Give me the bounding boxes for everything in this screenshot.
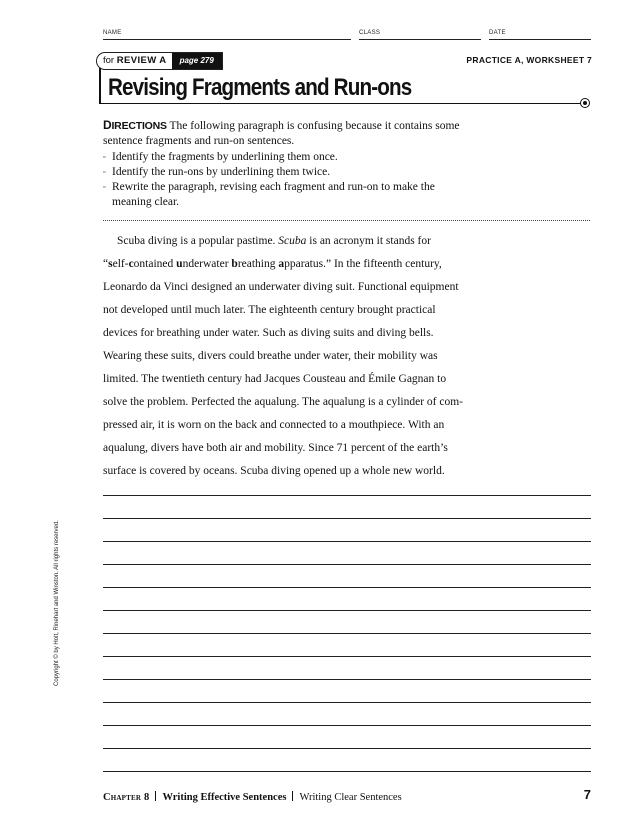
- directions-bullet: ▫ Rewrite the paragraph, revising each fragment and run-on to make the meaning clear.: [103, 181, 435, 208]
- footer-section: Writing Effective Sentences: [162, 792, 287, 803]
- footer-subsection: Writing Clear Sentences: [299, 792, 402, 803]
- date-line[interactable]: [489, 39, 591, 40]
- directions-bullet: ▫ Identify the fragments by underlining them once.: [103, 151, 338, 163]
- paragraph-line: Scuba diving is a popular pastime. Scuba is an acronym it stands for: [117, 235, 431, 247]
- writing-line[interactable]: [103, 702, 591, 703]
- review-label: for REVIEW A: [103, 55, 167, 66]
- writing-line[interactable]: [103, 725, 591, 726]
- paragraph-line: surface is covered by oceans. Scuba diving opened up a whole new world.: [103, 465, 445, 477]
- class-label: CLASS: [359, 30, 381, 36]
- page-reference: page 279: [172, 53, 222, 69]
- directions-intro-2: sentence fragments and run-on sentences.: [103, 135, 295, 147]
- directions-heading: DIRECTIONS: [103, 118, 167, 132]
- paragraph-line: “self-contained underwater breathing apparatus.” In the fifteenth century,: [103, 258, 442, 270]
- writing-line[interactable]: [103, 495, 591, 496]
- practice-label: PRACTICE A, WORKSHEET 7: [466, 55, 592, 65]
- writing-line[interactable]: [103, 679, 591, 680]
- date-label: DATE: [489, 30, 506, 36]
- writing-line[interactable]: [103, 771, 591, 772]
- class-line[interactable]: [359, 39, 481, 40]
- paragraph-line: aqualung, divers have both air and mobility. Since 71 percent of the earth’s: [103, 442, 448, 454]
- writing-line[interactable]: [103, 587, 591, 588]
- paragraph-line: devices for breathing under water. Such as diving suits and diving bells.: [103, 327, 434, 339]
- copyright-notice: Copyright © by Holt, Rinehart and Winston. All rights reserved.: [54, 520, 60, 686]
- paragraph-line: Wearing these suits, divers could breathe under water, their mobility was: [103, 350, 438, 362]
- directions-bullet: ▫ Identify the run-ons by underlining them twice.: [103, 166, 331, 178]
- bullet-icon: ▫: [103, 168, 106, 176]
- name-line[interactable]: [103, 39, 351, 40]
- writing-line[interactable]: [103, 748, 591, 749]
- footer-separator: [155, 791, 156, 801]
- footer: [103, 791, 402, 803]
- rule-end-ornament-icon: [580, 98, 590, 108]
- section-divider: [103, 220, 590, 221]
- writing-line[interactable]: [103, 633, 591, 634]
- name-label: NAME: [103, 30, 122, 36]
- bullet-icon: ▫: [103, 183, 106, 191]
- paragraph-line: not developed until much later. The eighteenth century brought practical: [103, 304, 436, 316]
- review-tab: [96, 52, 223, 70]
- writing-line[interactable]: [103, 610, 591, 611]
- writing-line[interactable]: [103, 541, 591, 542]
- paragraph-line: pressed air, it is worn on the back and connected to a mouthpiece. With an: [103, 419, 445, 431]
- paragraph-line: limited. The twentieth century had Jacques Cousteau and Émile Gagnan to: [103, 373, 447, 385]
- footer-separator: [292, 791, 293, 801]
- page-title: Revising Fragments and Run-ons: [108, 74, 412, 101]
- writing-line[interactable]: [103, 518, 591, 519]
- directions-intro-1: The following paragraph is confusing because it contains some: [169, 120, 460, 132]
- page-number: 7: [583, 787, 591, 802]
- title-rule-vertical: [99, 68, 101, 103]
- writing-line[interactable]: [103, 656, 591, 657]
- bullet-icon: ▫: [103, 153, 106, 161]
- paragraph-line: Leonardo da Vinci designed an underwater diving suit. Functional equipment: [103, 281, 459, 293]
- footer-chapter: Chapter 8: [103, 792, 150, 803]
- title-rule: [99, 103, 582, 104]
- writing-line[interactable]: [103, 564, 591, 565]
- paragraph-line: solve the problem. Perfected the aqualung. The aqualung is a cylinder of com-: [103, 396, 464, 408]
- directions: [103, 118, 503, 149]
